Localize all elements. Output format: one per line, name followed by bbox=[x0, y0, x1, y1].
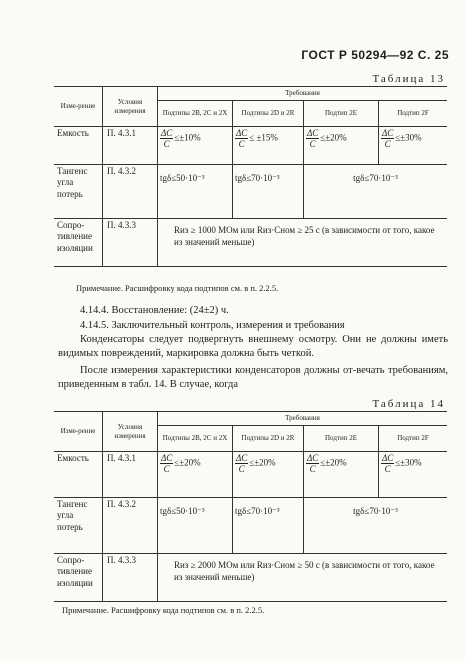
t13-tg-1: tgδ≤50·10⁻³ bbox=[158, 165, 233, 219]
t13-tg-3: tgδ≤70·10⁻³ bbox=[304, 165, 448, 219]
table13-caption: Таблица 13 bbox=[372, 73, 445, 85]
t14-col-req: Требования bbox=[158, 412, 448, 426]
t13-col-measure: Изме-рение bbox=[54, 87, 103, 127]
t14-cap-1: $\frac{\Delta C}{C}$ ≤±20% bbox=[158, 452, 233, 498]
t13-row-tangent: Тангенс угла потерь bbox=[54, 165, 103, 219]
t14-cap-4: $\frac{\Delta C}{C}$ ≤±30% bbox=[379, 452, 448, 498]
t13-cap-1: $\frac{\Delta C}{C}$ ≤±10% bbox=[158, 127, 233, 165]
t13-sub-2: Подтипы 2D и 2R bbox=[233, 101, 304, 127]
t14-ref-1: П. 4.3.1 bbox=[103, 452, 158, 498]
t13-ref-1: П. 4.3.1 bbox=[103, 127, 158, 165]
t14-ref-3: П. 4.3.3 bbox=[103, 554, 158, 602]
t14-note: Примечание. Расшифровку кода подтипов см. в п. 2.2.5. bbox=[62, 605, 265, 615]
t13-col-req: Требования bbox=[158, 87, 448, 101]
t14-tg-1: tgδ≤50·10⁻³ bbox=[158, 498, 233, 554]
t14-insulation: Rиз ≥ 2000 МОм или Rиз·Cном ≥ 50 с (в зависимости от того, какое из значений меньше) bbox=[158, 554, 448, 602]
t14-col-measure: Изме-рение bbox=[54, 412, 103, 452]
t14-sub-4: Подтип 2F bbox=[379, 426, 448, 452]
t14-sub-2: Подтипы 2D и 2R bbox=[233, 426, 304, 452]
table14-caption: Таблица 14 bbox=[372, 398, 445, 410]
t14-sub-1: Подтипы 2В, 2С и 2Х bbox=[158, 426, 233, 452]
t13-note: Примечание. Расшифровку кода подтипов см. в п. 2.2.5. bbox=[76, 283, 279, 293]
t13-sub-1: Подтипы 2В, 2С и 2Х bbox=[158, 101, 233, 127]
t13-cap-3: $\frac{\Delta C}{C}$ ≤±20% bbox=[304, 127, 379, 165]
para-after-measure: После измерения характеристики конденсаторов должны от-вечать требованиям, приведенным в табл. 14. В случае, когда bbox=[58, 365, 448, 390]
t14-col-cond: Условия измерения bbox=[103, 412, 158, 452]
t13-ref-2: П. 4.3.2 bbox=[103, 165, 158, 219]
t14-ref-2: П. 4.3.2 bbox=[103, 498, 158, 554]
t14-cap-2: $\frac{\Delta C}{C}$ ≤±20% bbox=[233, 452, 304, 498]
t13-col-cond: Условия измерения bbox=[103, 87, 158, 127]
t13-row-capacity: Емкость bbox=[54, 127, 103, 165]
t13-sub-3: Подтип 2Е bbox=[304, 101, 379, 127]
para-4-14-5: 4.14.5. Заключительный контроль, измерения и требования bbox=[80, 320, 345, 331]
t14-row-capacity: Емкость bbox=[54, 452, 103, 498]
t13-tg-2: tgδ≤70·10⁻³ bbox=[233, 165, 304, 219]
t13-cap-4: $\frac{\Delta C}{C}$ ≤±30% bbox=[379, 127, 448, 165]
t14-sub-3: Подтип 2Е bbox=[304, 426, 379, 452]
para-4-14-4: 4.14.4. Восстановление: (24±2) ч. bbox=[80, 305, 229, 316]
t13-row-insulation: Сопро-тивление изоляции bbox=[54, 219, 103, 267]
table13 bbox=[54, 86, 447, 267]
para-inspection: Конденсаторы следует подвергнуть внешнему осмотру. Они не должны иметь видимых повреждений, маркировка должна быть четкой. bbox=[58, 334, 448, 359]
t13-insulation: Rиз ≥ 1000 МОм или Rиз·Cном ≥ 25 с (в зависимости от того, какое из значений меньше) bbox=[158, 219, 448, 267]
t14-cap-3: $\frac{\Delta C}{C}$ ≤±20% bbox=[304, 452, 379, 498]
t13-sub-4: Подтип 2F bbox=[379, 101, 448, 127]
page-header: ГОСТ Р 50294—92 С. 25 bbox=[301, 48, 449, 62]
t14-tg-2: tgδ≤70·10⁻³ bbox=[233, 498, 304, 554]
t14-row-tangent: Тангенс угла потерь bbox=[54, 498, 103, 554]
t13-cap-2: $\frac{\Delta C}{C}$ ≤ ±15% bbox=[233, 127, 304, 165]
t14-tg-3: tgδ≤70·10⁻³ bbox=[304, 498, 448, 554]
t14-row-insulation: Сопро-тивление изоляции bbox=[54, 554, 103, 602]
t13-ref-3: П. 4.3.3 bbox=[103, 219, 158, 267]
table14 bbox=[54, 411, 447, 602]
